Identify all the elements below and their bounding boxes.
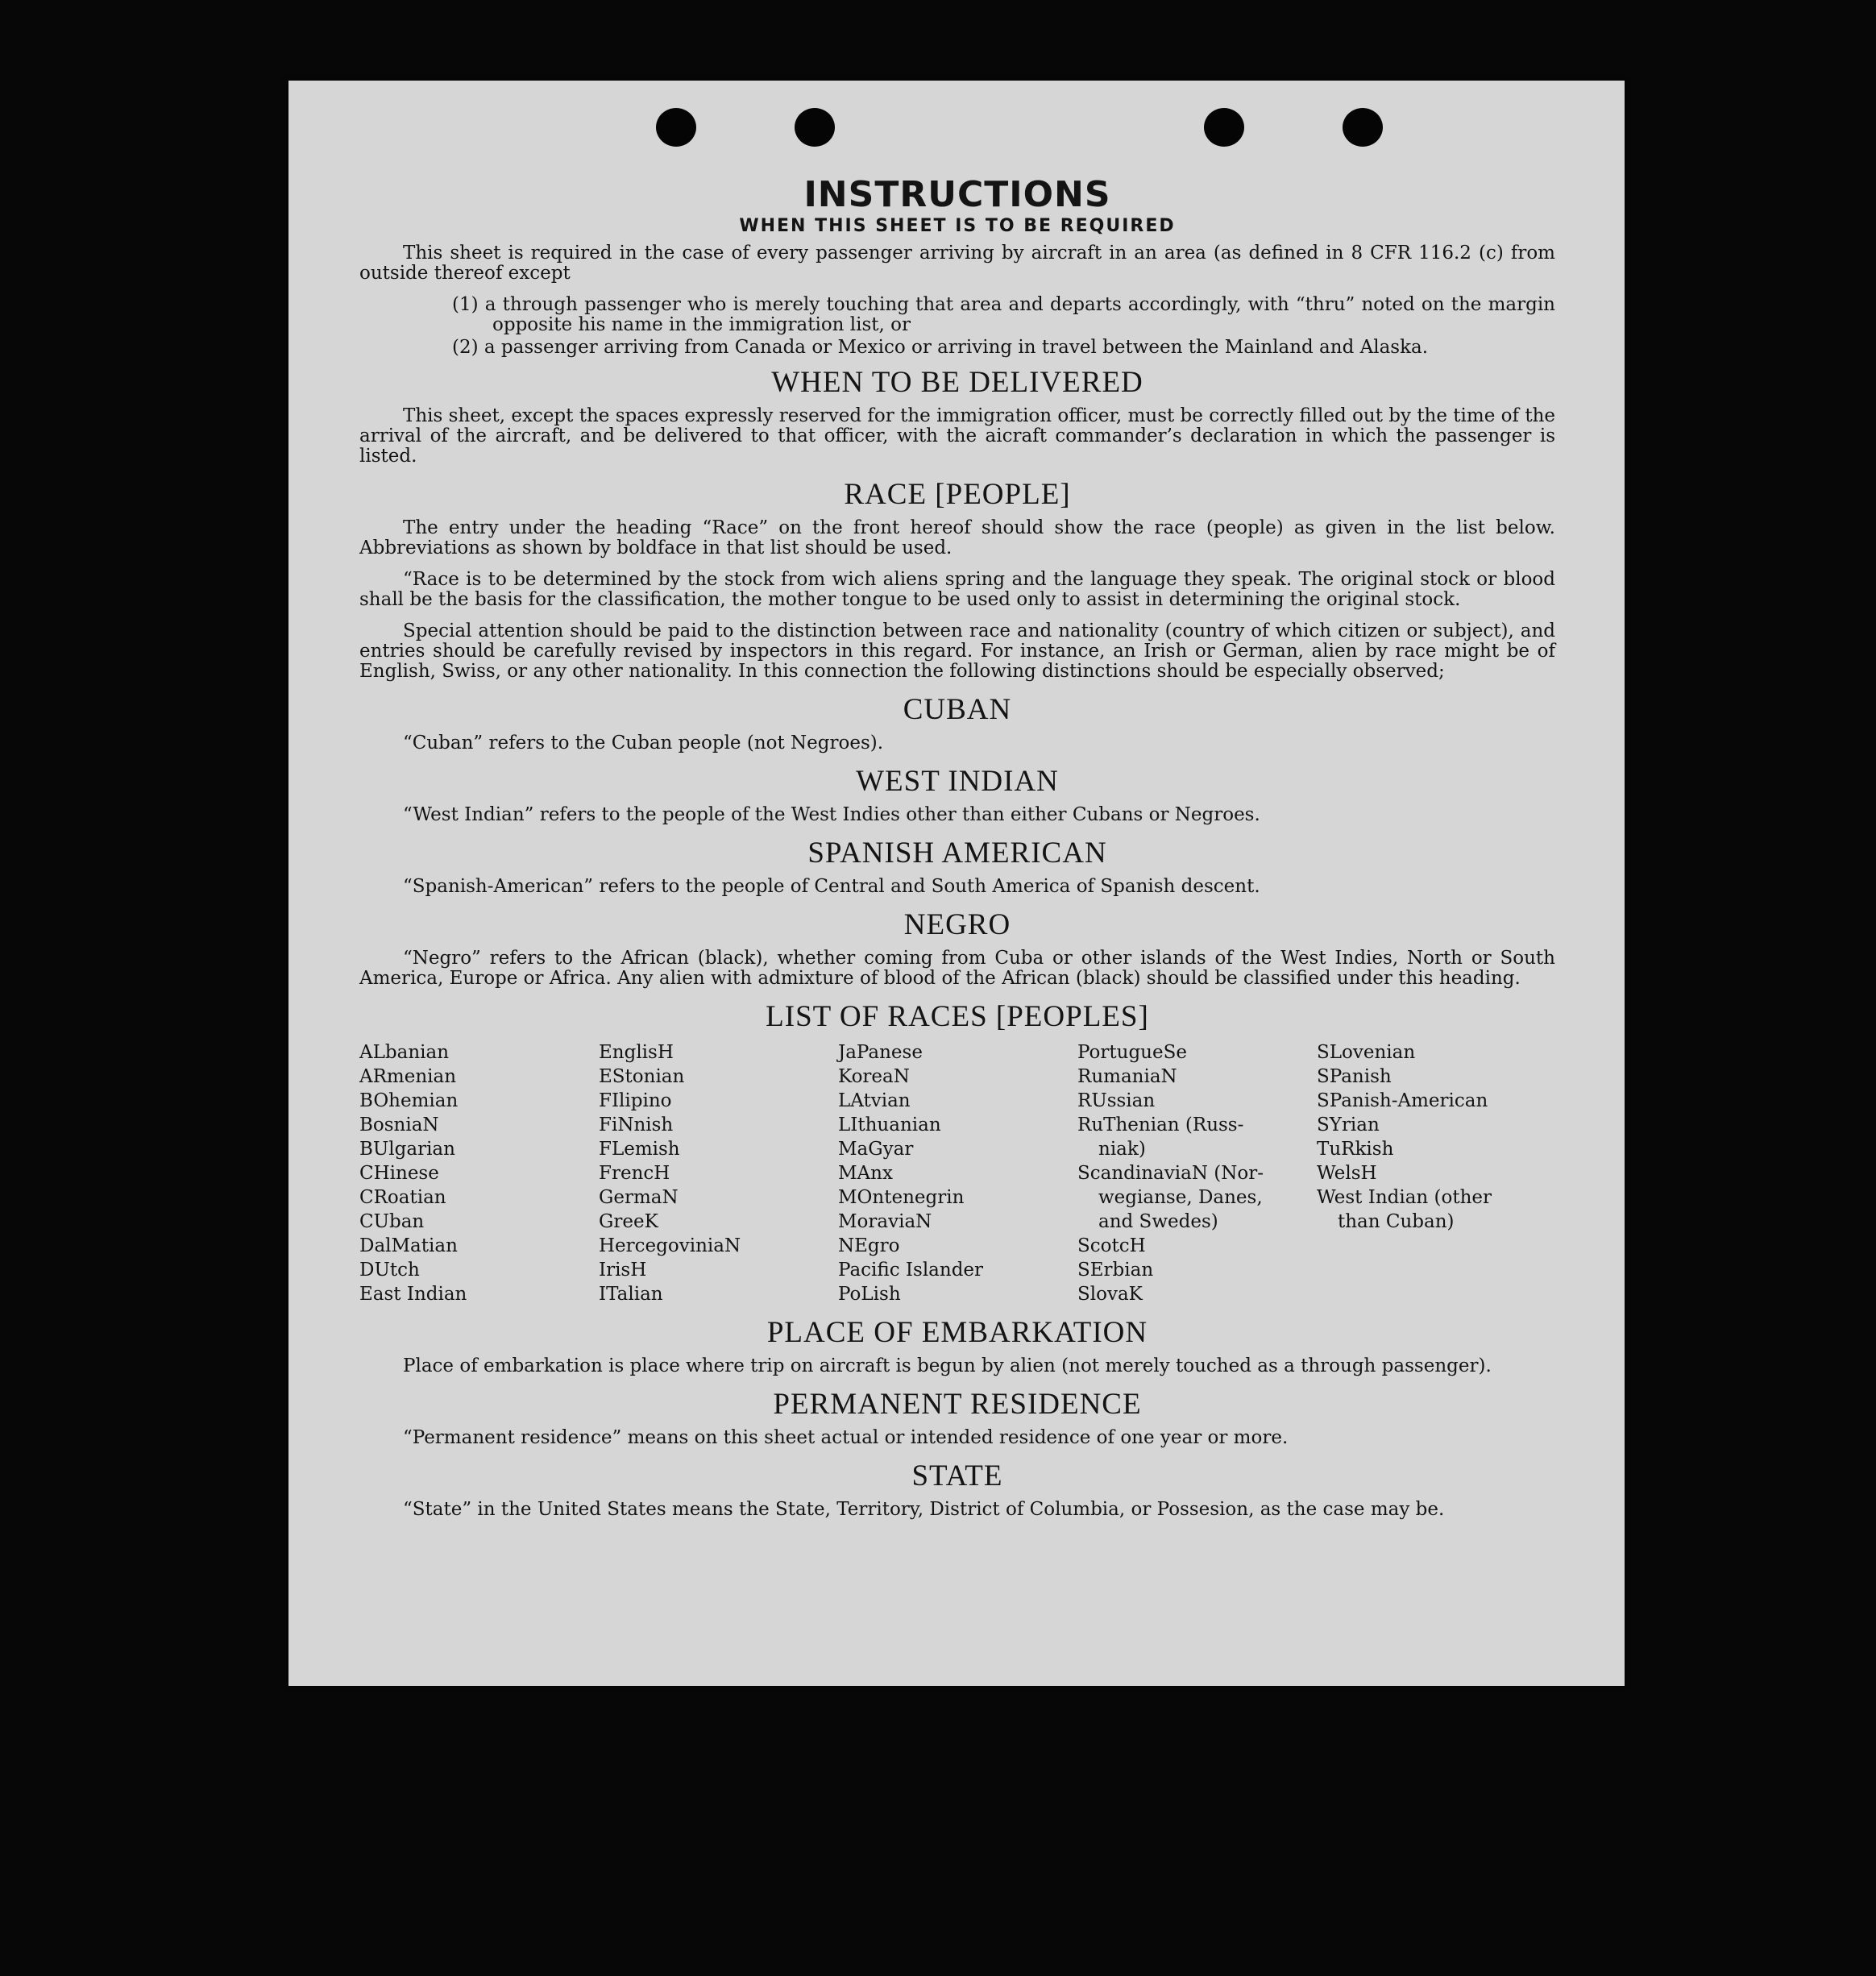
race-item: GreeK [599, 1211, 658, 1232]
heading-list-of-races: LIST OF RACES [PEOPLES] [766, 1000, 1149, 1033]
heading-when-delivered: WHEN TO BE DELIVERED [771, 366, 1143, 399]
race-item: ScandinaviaN (Nor- [1077, 1163, 1264, 1184]
race-item: MOntenegrin [838, 1187, 965, 1208]
state-paragraph: “State” in the United States means the State, Territory, District of Columbia, or Possesion, as the case may be. [403, 1499, 1445, 1520]
race-item: SPanish [1317, 1066, 1392, 1087]
race-item: FrencH [599, 1163, 670, 1184]
heading-race: RACE [PEOPLE] [844, 478, 1071, 511]
race-item: MaGyar [838, 1139, 914, 1160]
heading-cuban: CUBAN [903, 693, 1012, 726]
intro-paragraph: This sheet is required in the case of every passenger arriving by aircraft in an area (as defined in 8 CFR 116.2 (c) from outside thereof except [359, 243, 1555, 284]
races-column-4 [1077, 1040, 1316, 1306]
race-item: SPanish-American [1317, 1090, 1488, 1111]
race-item: FiNnish [599, 1115, 674, 1135]
west-indian-paragraph: “West Indian” refers to the people of the West Indies other than either Cubans or Negroes. [403, 804, 1260, 825]
race-item: RUssian [1077, 1090, 1156, 1111]
race-item: Pacific Islander [838, 1260, 984, 1281]
sheet-content [359, 176, 1555, 1531]
race-item: CRoatian [359, 1187, 446, 1208]
race-item: CUban [359, 1211, 425, 1232]
races-column-2 [599, 1040, 837, 1306]
negro-paragraph: “Negro” refers to the African (black), whether coming from Cuba or other islands of the West Indies, North or South America, Europe or Africa. Any alien with admixture of blood of the African (black) should be classified under this heading. [359, 948, 1555, 989]
race-item: SLovenian [1317, 1042, 1416, 1063]
page-subtitle: WHEN THIS SHEET IS TO BE REQUIRED [739, 216, 1176, 236]
race-item: JaPanese [838, 1042, 923, 1063]
heading-state: STATE [911, 1459, 1003, 1492]
embarkation-paragraph: Place of embarkation is place where trip on aircraft is begun by alien (not merely touched as a through passenger). [403, 1355, 1492, 1376]
heading-permanent-residence: PERMANENT RESIDENCE [773, 1388, 1142, 1421]
race-paragraph-3: Special attention should be paid to the distinction between race and nationality (country of which citizen or subject), and entries should be carefully revised by inspectors in this regard. For instance, an Irish or German, alien by race might be of English, Swiss, or any other nationality. In this connection the following distinctions should be especially observed; [359, 621, 1555, 682]
race-item: IrisH [599, 1260, 647, 1281]
page-title: INSTRUCTIONS [803, 174, 1111, 215]
spanish-american-paragraph: “Spanish-American” refers to the people of Central and South America of Spanish descent. [403, 876, 1260, 897]
race-item: KoreaN [838, 1066, 910, 1087]
race-item: RuThenian (Russ- [1077, 1115, 1244, 1135]
cuban-paragraph: “Cuban” refers to the Cuban people (not Negroes). [403, 733, 884, 753]
heading-spanish-american: SPANISH AMERICAN [807, 836, 1107, 870]
heading-place-of-embarkation: PLACE OF EMBARKATION [766, 1316, 1148, 1349]
exception-clause-2: (2) a passenger arriving from Canada or Mexico or arriving in travel between the Mainland and Alaska. [452, 337, 1429, 358]
race-item: FLemish [599, 1139, 680, 1160]
heading-negro: NEGRO [903, 908, 1011, 941]
punch-hole [1343, 108, 1383, 147]
race-item: NEgro [838, 1235, 900, 1256]
race-paragraph-1: The entry under the heading “Race” on the front hereof should show the race (people) as given in the list below. Abbreviations as shown by boldface in that list should be used. [359, 517, 1555, 558]
heading-west-indian: WEST INDIAN [856, 765, 1059, 798]
instruction-sheet [288, 81, 1625, 1686]
race-item: SlovaK [1077, 1284, 1143, 1305]
race-item: ITalian [599, 1284, 663, 1305]
race-item: MAnx [838, 1163, 893, 1184]
races-column-5 [1317, 1040, 1555, 1306]
race-item: SYrian [1317, 1115, 1380, 1135]
race-item: LIthuanian [838, 1115, 941, 1135]
race-item: BUlgarian [359, 1139, 455, 1160]
race-item: LAtvian [838, 1090, 911, 1111]
race-item: East Indian [359, 1284, 467, 1305]
punch-hole [795, 108, 835, 147]
race-item-continuation: than Cuban) [1338, 1211, 1455, 1232]
race-item: WelsH [1317, 1163, 1377, 1184]
exception-clause-1: (1) a through passenger who is merely touching that area and departs accordingly, with “thru” noted on the margin opposite his name in the immigration list, or [452, 294, 1555, 335]
race-item: ScotcH [1077, 1235, 1146, 1256]
race-item: West Indian (other [1317, 1187, 1492, 1208]
race-item-continuation: niak) [1098, 1139, 1146, 1160]
race-paragraph-2: “Race is to be determined by the stock from wich aliens spring and the language they speak. The original stock or blood shall be the basis for the classification, the mother tongue to be used only to assist in determining the original stock. [359, 569, 1555, 610]
race-item: MoraviaN [838, 1211, 932, 1232]
punch-hole [656, 108, 696, 147]
race-item: EStonian [599, 1066, 685, 1087]
race-item: BOhemian [359, 1090, 459, 1111]
residence-paragraph: “Permanent residence” means on this sheet actual or intended residence of one year or more. [403, 1427, 1289, 1448]
race-item: DalMatian [359, 1235, 458, 1256]
punch-hole [1204, 108, 1244, 147]
delivered-paragraph: This sheet, except the spaces expressly reserved for the immigration officer, must be correctly filled out by the time of the arrival of the aircraft, and be delivered to that officer, with the aicraft commander’s declaration in which the passenger is listed. [359, 405, 1555, 467]
race-item: DUtch [359, 1260, 420, 1281]
race-item: PoLish [838, 1284, 901, 1305]
race-item: FIlipino [599, 1090, 672, 1111]
race-item: SErbian [1077, 1260, 1154, 1281]
races-column-1 [359, 1040, 598, 1306]
race-item: HercegoviniaN [599, 1235, 741, 1256]
races-list [359, 1040, 1555, 1306]
race-item: GermaN [599, 1187, 679, 1208]
race-item: EnglisH [599, 1042, 674, 1063]
race-item: PortugueSe [1077, 1042, 1187, 1063]
races-column-3 [838, 1040, 1077, 1306]
race-item: CHinese [359, 1163, 439, 1184]
race-item: ALbanian [359, 1042, 450, 1063]
race-item-continuation: and Swedes) [1098, 1211, 1218, 1232]
race-item: ARmenian [359, 1066, 457, 1087]
race-item: RumaniaN [1077, 1066, 1177, 1087]
race-item-continuation: wegianse, Danes, [1098, 1187, 1263, 1208]
race-item: BosniaN [359, 1115, 439, 1135]
race-item: TuRkish [1317, 1139, 1394, 1160]
